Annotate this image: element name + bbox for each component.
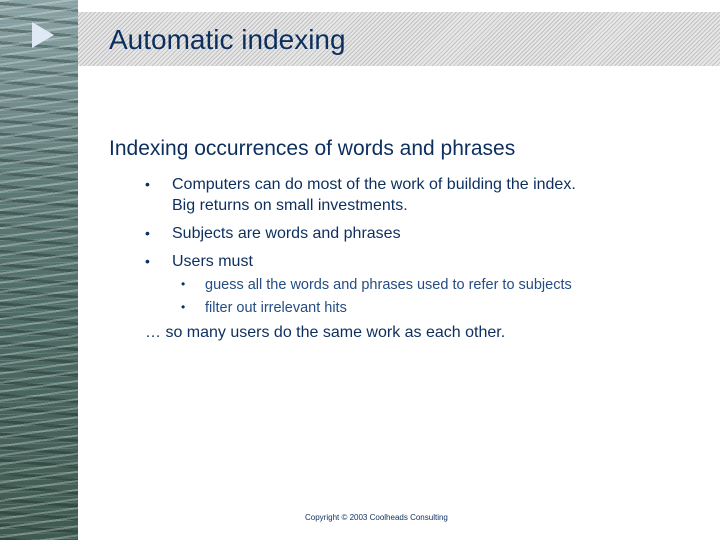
bullet-icon: • xyxy=(145,225,150,241)
sub-bullet-text: guess all the words and phrases used to refer to subjects xyxy=(205,277,572,293)
bullet-text-line: Computers can do most of the work of building the index. xyxy=(172,176,576,193)
bullet-text xyxy=(172,174,576,216)
slide-title: Automatic indexing xyxy=(109,24,346,55)
bullet-text: Subjects are words and phrases xyxy=(172,225,401,242)
bullet-text-line: Big returns on small investments. xyxy=(172,197,408,214)
bullet-text: Users must xyxy=(172,253,253,270)
sub-bullet-text: filter out irrelevant hits xyxy=(205,300,347,316)
closing-statement: … so many users do the same work as each other. xyxy=(145,324,506,341)
copyright-footer: Copyright © 2003 Coolheads Consulting xyxy=(305,513,448,522)
bullet-icon: • xyxy=(145,253,150,269)
bullet-icon: • xyxy=(145,176,150,192)
water-background-image xyxy=(0,0,78,540)
bullet-icon: • xyxy=(181,300,186,314)
section-heading: Indexing occurrences of words and phrases xyxy=(109,137,516,160)
play-icon[interactable] xyxy=(32,22,54,48)
bullet-icon: • xyxy=(181,277,186,291)
